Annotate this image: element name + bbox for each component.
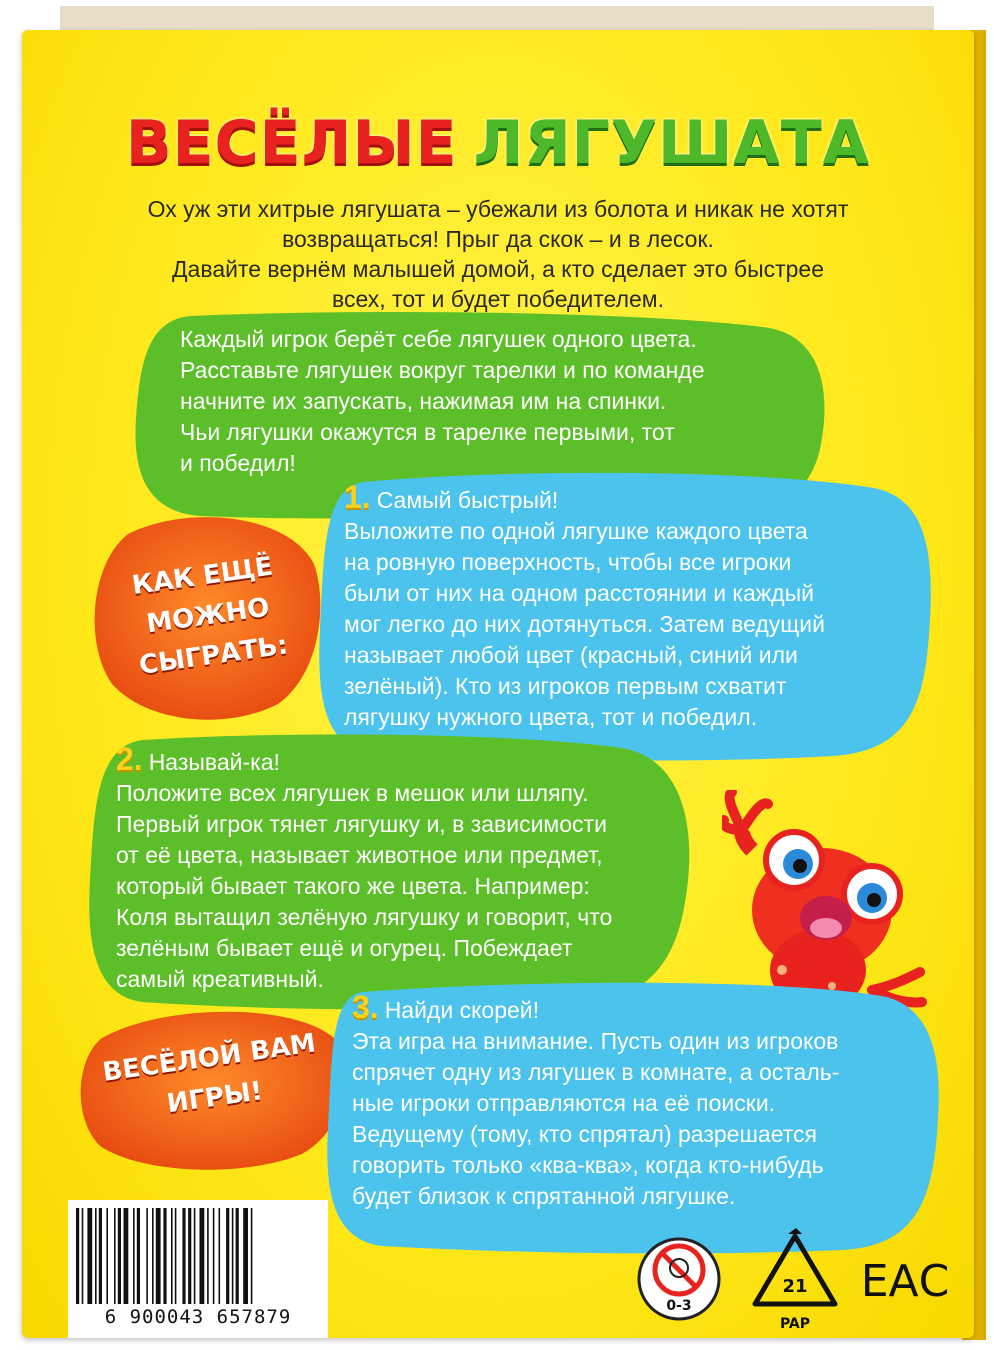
barcode	[68, 1200, 328, 1338]
rules-line: Каждый игрок берёт себе лягушек одного цвета.	[180, 326, 697, 352]
how-else-badge	[88, 504, 328, 724]
barcode-digits: 6 900043 657879	[104, 1306, 292, 1328]
game-2-number: 2.	[116, 741, 143, 777]
game-3-line: Ведущему (тому, кто спрятал) разрешается	[352, 1121, 817, 1147]
age-warning-icon	[636, 1236, 722, 1322]
game-2-heading: 2. Называй-ка!	[116, 741, 280, 777]
game-3-line: спрячет одну из лягушек в комнате, а осталь-	[352, 1059, 840, 1085]
game-1-line: Выложите по одной лягушке каждого цвета	[344, 518, 808, 544]
rules-line: и победил!	[180, 450, 296, 476]
game-1-line: называет любой цвет (красный, синий или	[344, 642, 798, 668]
game-3-line: ные игроки отправляются на её поиски.	[352, 1090, 776, 1116]
game-3-number: 3.	[352, 989, 379, 1025]
game-3-line: будет близок к спрятанной лягушке.	[352, 1183, 736, 1209]
eac-mark-icon	[860, 1254, 950, 1304]
age-label: 0-3	[666, 1298, 692, 1314]
recycle-icon	[740, 1226, 850, 1338]
title-word-1: ВЕСЁЛЫЕ	[125, 108, 458, 178]
game-2-line: который бывает такого же цвета. Например:	[116, 873, 590, 899]
game-3-line: говорить только «ква-ква», когда кто-нибудь	[352, 1152, 824, 1178]
game-1-line: мог легко до них дотянуться. Затем ведущий	[344, 611, 825, 637]
game-2-line: зелёным бывает ещё и огурец. Побеждает	[116, 935, 573, 961]
game-2-line: Коля вытащил зелёную лягушку и говорит, что	[116, 904, 613, 930]
intro-line: Ох уж эти хитрые лягушата – убежали из болота и никак не хотят	[147, 196, 849, 222]
badge-line: ИГРЫ!	[165, 1076, 265, 1120]
game-2-line: Первый игрок тянет лягушку и, в зависимости	[116, 811, 607, 837]
eac-label: ЕАС	[860, 1256, 950, 1304]
game-1-line: на ровную поверхность, чтобы все игроки	[344, 549, 792, 575]
game-2-line: от её цвета, называет животное или предмет,	[116, 842, 603, 868]
game-1-panel	[314, 468, 936, 764]
badge-line: КАК ЕЩЁ	[130, 551, 275, 602]
game-3-heading: 3. Найди скорей!	[352, 989, 540, 1025]
box-top-flap	[60, 6, 934, 33]
box-back-panel	[22, 30, 974, 1338]
barcode-bars	[76, 1208, 320, 1304]
badge-line: МОЖНО	[144, 592, 272, 640]
intro-line: возвращаться! Прыг да скок – и в лесок.	[282, 226, 714, 252]
game-2-panel	[82, 730, 694, 1012]
game-2-line: Положите всех лягушек в мешок или шляпу.	[116, 780, 589, 806]
game-2-line: самый креативный.	[116, 966, 324, 992]
intro-text	[82, 194, 914, 314]
game-3-line: Эта игра на внимание. Пусть один из игроков	[352, 1028, 839, 1054]
game-3-panel	[322, 978, 944, 1256]
page-title	[22, 108, 974, 178]
game-1-line: зелёный). Кто из игроков первым схватит	[344, 673, 787, 699]
recycle-label: PAP	[779, 1316, 811, 1332]
game-1-number: 1.	[344, 479, 371, 515]
game-1-heading: 1. Самый быстрый!	[344, 479, 559, 515]
fun-game-badge	[72, 998, 352, 1174]
intro-line: всех, тот и будет победителем.	[332, 286, 664, 312]
badge-line: ВЕСЁЛОЙ ВАМ	[100, 1028, 318, 1088]
rules-line: Расставьте лягушек вокруг тарелки и по команде	[180, 357, 705, 383]
game-1-line: были от них на одном расстоянии и каждый	[344, 580, 814, 606]
recycle-code: 21	[782, 1276, 808, 1297]
badge-line: СЫГРАТЬ:	[137, 630, 290, 681]
intro-line: Давайте вернём малышей домой, а кто сделает это быстрее	[171, 256, 825, 282]
game-1-line: лягушку нужного цвета, тот и победил.	[344, 704, 758, 730]
title-word-2: ЛЯГУШАТА	[473, 108, 871, 178]
rules-line: Чьи лягушки окажутся в тарелке первыми, тот	[180, 419, 675, 445]
rules-line: начните их запускать, нажимая им на спинки.	[180, 388, 667, 414]
